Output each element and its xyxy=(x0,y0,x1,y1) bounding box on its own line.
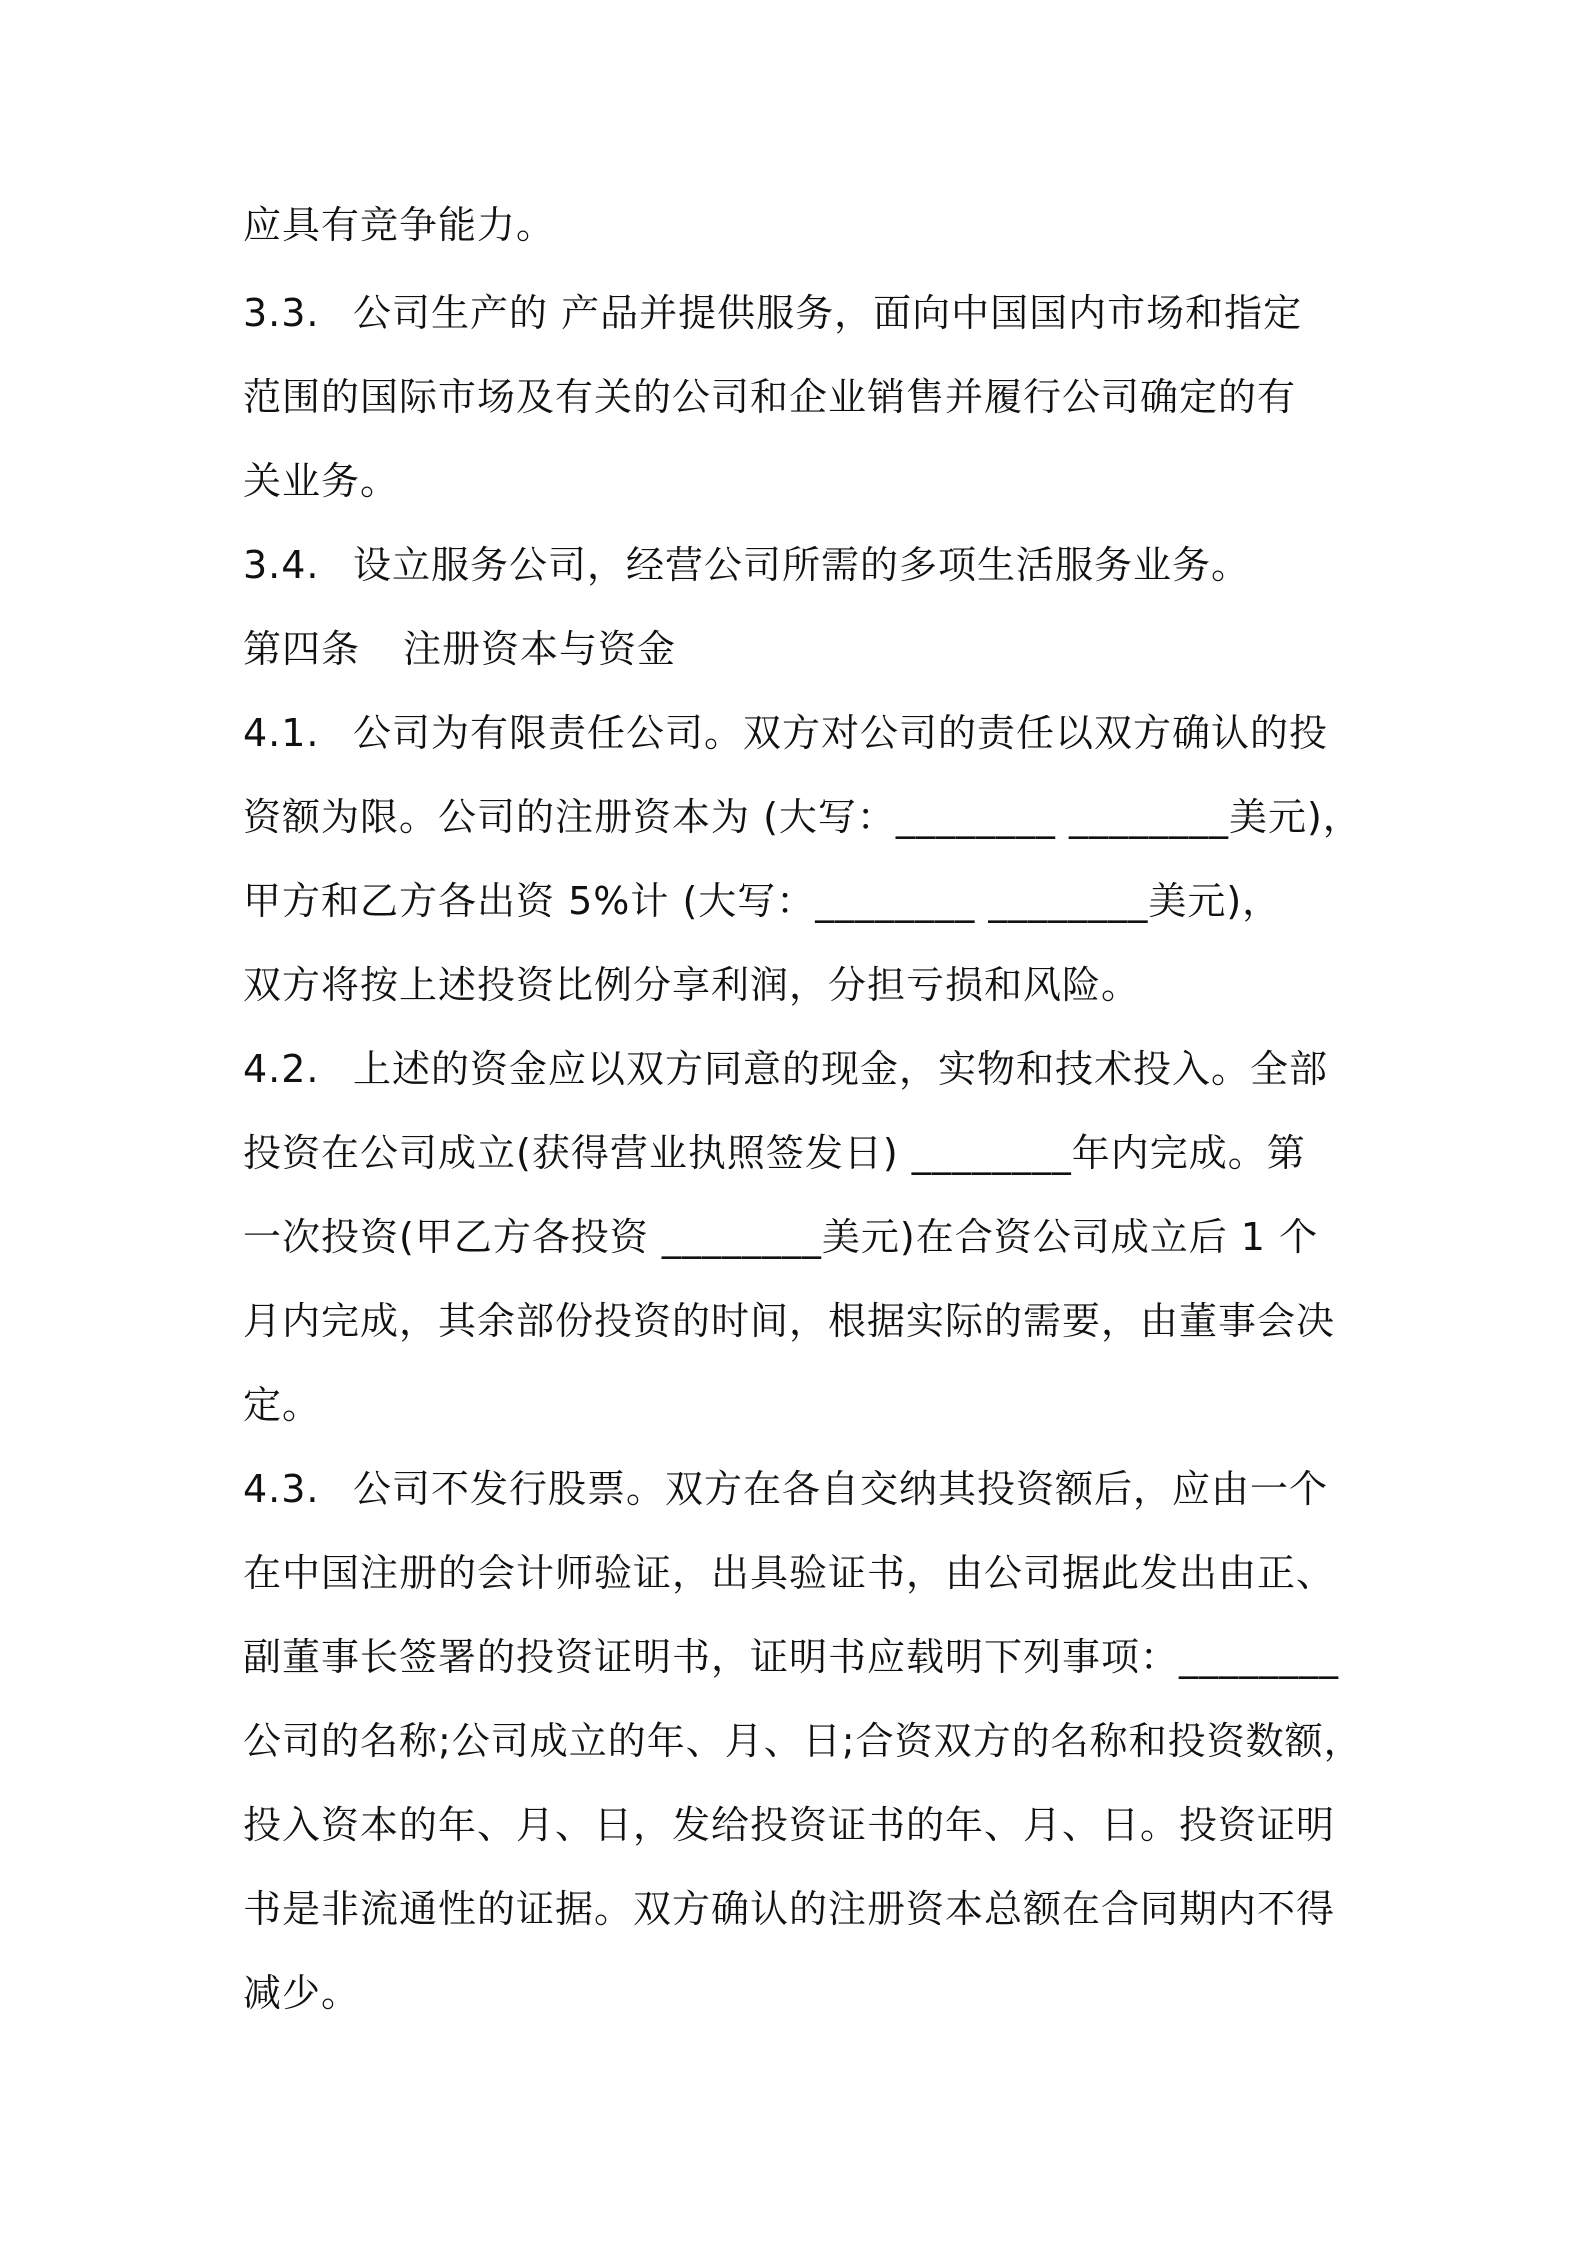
text-line xyxy=(243,454,1363,508)
clause-text: 公司生产的 产品并提供服务，面向中国国内市场和指定 xyxy=(353,291,1303,335)
text-line-body: 定。 xyxy=(243,1383,322,1427)
text-line-body: 月内完成，其余部份投资的时间，根据实际的需要，由董事会决 xyxy=(243,1299,1336,1343)
text-line-body: 副董事长签署的投资证明书，证明书应载明下列事项：________ xyxy=(243,1635,1340,1679)
clause-number: 3.4. xyxy=(243,543,320,587)
text-line xyxy=(243,1714,1363,1768)
text-line-body: 双方将按上述投资比例分享利润，分担亏损和风险。 xyxy=(243,963,1141,1007)
text-line-body: 书是非流通性的证据。双方确认的注册资本总额在合同期内不得 xyxy=(243,1887,1336,1931)
article-title: 注册资本与资金 xyxy=(403,627,677,671)
text-line xyxy=(243,1546,1363,1600)
text-line-body: 范围的国际市场及有关的公司和企业销售并履行公司确定的有 xyxy=(243,375,1297,419)
text-line xyxy=(243,874,1363,928)
text-line xyxy=(243,1126,1363,1180)
clause-4-3 xyxy=(243,1462,1363,1516)
text-line-body: 减少。 xyxy=(243,1971,361,2015)
clause-text: 公司为有限责任公司。双方对公司的责任以双方确认的投 xyxy=(353,711,1329,755)
text-line xyxy=(243,958,1363,1012)
clause-number: 3.3. xyxy=(243,291,320,335)
text-line xyxy=(243,1210,1363,1264)
clause-3-3 xyxy=(243,286,1363,340)
text-line xyxy=(243,1378,1363,1432)
text-line-body: 在中国注册的会计师验证，出具验证书，由公司据此发出由正、 xyxy=(243,1551,1336,1595)
text-line xyxy=(243,198,1363,252)
text-line xyxy=(243,1630,1363,1684)
text-line xyxy=(243,370,1363,424)
text-line-body: 公司的名称;公司成立的年、月、日;合资双方的名称和投资数额， xyxy=(243,1719,1363,1763)
text-line xyxy=(243,1966,1363,2020)
article-number: 第四条 xyxy=(243,627,361,671)
clause-number: 4.1. xyxy=(243,711,320,755)
clause-number: 4.2. xyxy=(243,1047,320,1091)
text-line xyxy=(243,1294,1363,1348)
clause-text: 上述的资金应以双方同意的现金，实物和技术投入。全部 xyxy=(353,1047,1329,1091)
text-line xyxy=(243,790,1363,844)
clause-text: 公司不发行股票。双方在各自交纳其投资额后，应由一个 xyxy=(353,1467,1329,1511)
clause-4-2 xyxy=(243,1042,1363,1096)
text-line-body: 一次投资(甲乙方各投资 ________美元)在合资公司成立后 1 个 xyxy=(243,1215,1319,1259)
clause-text: 设立服务公司，经营公司所需的多项生活服务业务。 xyxy=(353,543,1251,587)
clause-number: 4.3. xyxy=(243,1467,320,1511)
text-line xyxy=(243,1798,1363,1852)
text-line-body: 甲方和乙方各出资 5%计 (大写：________ ________美元)， xyxy=(243,879,1282,923)
text-line-body: 关业务。 xyxy=(243,459,400,503)
clause-3-4 xyxy=(243,538,1363,592)
text-line-body: 应具有竞争能力。 xyxy=(243,203,556,247)
text-line-body: 投资在公司成立(获得营业执照签发日) ________年内完成。第 xyxy=(243,1131,1306,1175)
article-4-heading xyxy=(243,622,1363,676)
text-line xyxy=(243,1882,1363,1936)
clause-4-1 xyxy=(243,706,1363,760)
text-line-body: 资额为限。公司的注册资本为 (大写：________ ________美元)， xyxy=(243,795,1362,839)
text-line-body: 投入资本的年、月、日，发给投资证书的年、月、日。投资证明 xyxy=(243,1803,1336,1847)
